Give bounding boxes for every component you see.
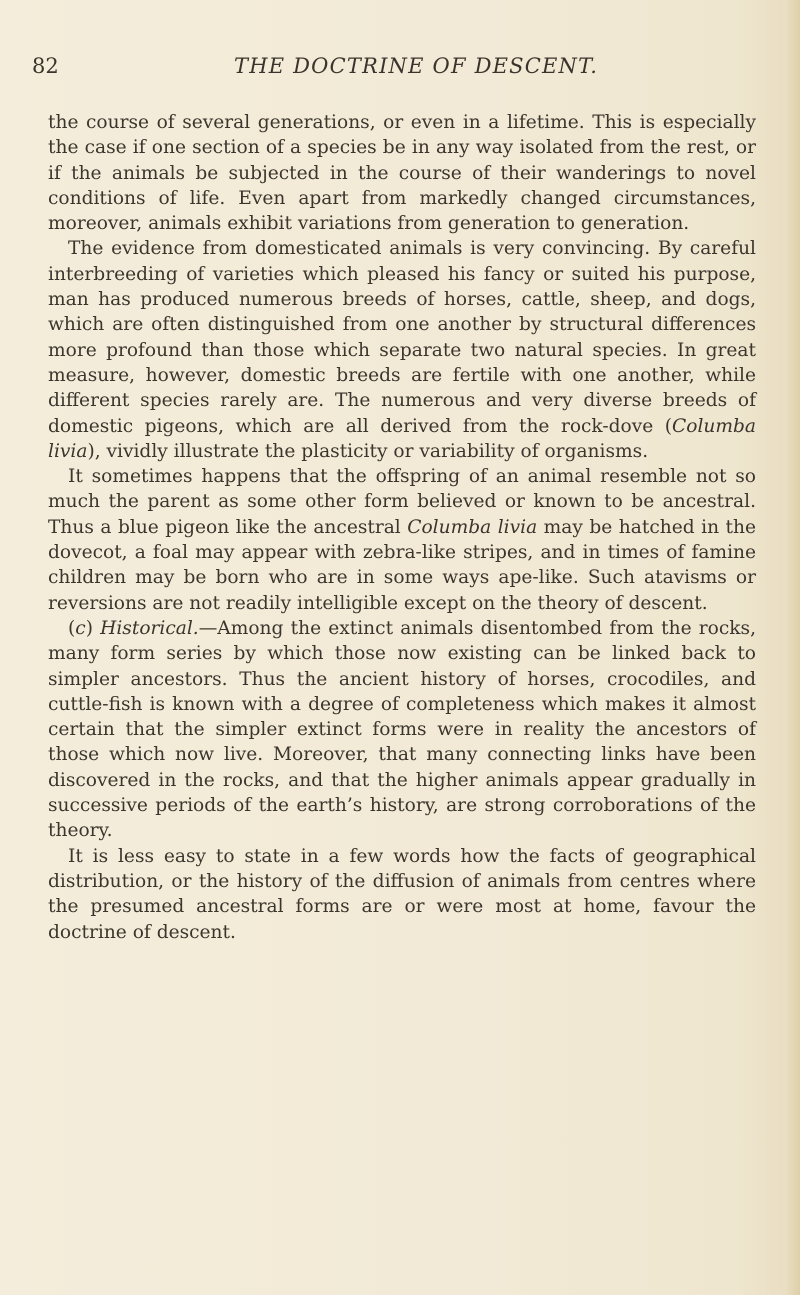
paragraph-historical (48, 616, 756, 844)
paragraph-text: ( (68, 617, 76, 639)
page-number: 82 (32, 54, 59, 78)
species-name-italic: Columba livia (407, 516, 538, 538)
section-heading-historical: Historical. (100, 617, 199, 639)
body-text (48, 110, 756, 945)
species-name-italic: Columba livia (48, 415, 756, 462)
paragraph-text: may be hatched in the dovecot, a foal may appear with zebra-like stripes, and in times of famine children may be born who are in some ways ape-like. Such atavisms or reversions are not readily intelligible except on the theory of descent. (48, 516, 756, 614)
section-letter: c (75, 617, 86, 639)
paragraph-text: It is less easy to state in a few words how the facts of geographical distribution, or the history of the diffusion of animals from centres where the presumed ancestral forms are or were most at home, favour the doctrine of descent. (48, 845, 756, 943)
paragraph-geographical (48, 844, 756, 945)
paragraph-text: —Among the extinct animals disentombed from the rocks, many form series by which those now existing can be linked back to simpler ancestors. Thus the ancient history of horses, crocodiles, and cuttle-fish is known with a degree of completeness which makes it almost certain that the simpler extinct forms were in reality the ancestors of those which now live. Moreover, that many connecting links have been discovered in the rocks, and that the higher animals appear gradually in successive periods of the earth’s history, are strong corroborations of the theory. (48, 617, 756, 842)
running-head: THE DOCTRINE OF DESCENT. (234, 54, 599, 78)
paragraph-text: The evidence from domesticated animals is very convincing. By careful interbreeding of varieties which pleased his fancy or suited his purpose, man has produced numerous breeds of horses, cattle, sheep, and dogs, which are often distinguished from one another by structural differences more profound than those which separate two natural species. In great measure, however, domestic breeds are fertile with one another, while different species rarely are. The numerous and very diverse breeds of domestic pigeons, which are all derived from the rock-dove ( (48, 238, 756, 437)
page-header (0, 50, 800, 90)
paragraph-text: ), vividly illustrate the plasticity or variability of organisms. (87, 440, 649, 462)
paragraph-domesticated-evidence (48, 236, 756, 464)
paragraph-continuation (48, 110, 756, 236)
paragraph-text: ) (85, 617, 101, 639)
paragraph-atavisms (48, 464, 756, 616)
paragraph-text: It sometimes happens that the offspring of an animal resemble not so much the parent as some other form believed or known to be ancestral. Thus a blue pigeon like the ancestral (48, 466, 756, 538)
page-edge-shading (786, 0, 800, 1295)
paragraph-text: the course of several generations, or even in a lifetime. This is especially the case if one section of a species be in any way isolated from the rest, or if the animals be subjected in the course of their wanderings to novel conditions of life. Even apart from markedly changed circumstances, moreover, animals exhibit variations from generation to generation. (48, 112, 756, 235)
